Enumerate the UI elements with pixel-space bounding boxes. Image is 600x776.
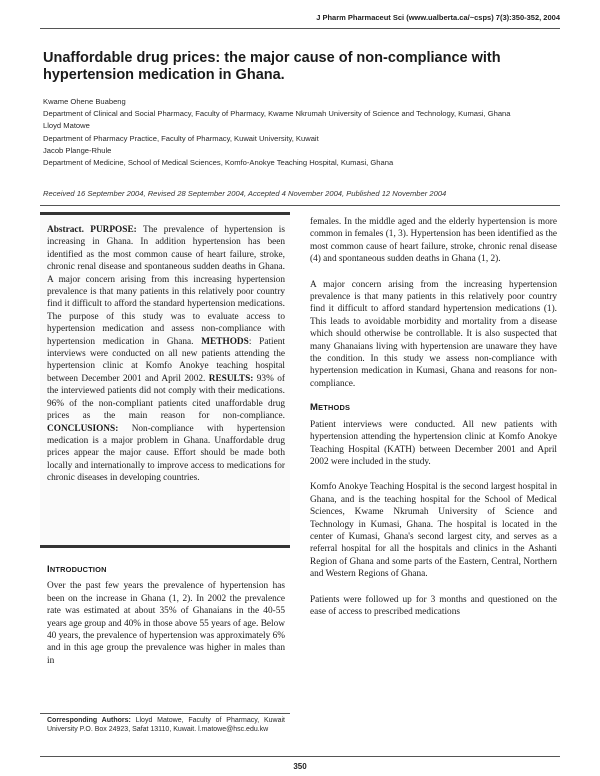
abstract xyxy=(47,224,285,485)
methods-paragraph-1: Patient interviews were conducted. All new patients with hypertension attending the hypertension clinic at Komfo Anokye Teaching Hospital (KATH) between December 2001 and April 2002 were included in the study. xyxy=(310,419,557,467)
header-divider xyxy=(40,28,560,29)
footnote-label: Corresponding Authors: xyxy=(47,717,131,724)
dates-divider xyxy=(40,205,560,206)
introduction-section xyxy=(47,564,285,667)
article-title: Unaffordable drug prices: the major cause of non-compliance with hypertension medication in Ghana. xyxy=(43,50,501,83)
introduction-paragraph-2: A major concern arising from the increasing hypertension prevalence is that many patients in this relatively poor country find it difficult to afford standard hypertension medications (1). This leads to avoidable morbidity and mortality from a disease which should otherwise be controllable. It is also suspected that many Ghanaians living with hypertension are unaware they have the condition. In this study we assess non-compliance with hypertension medication in Kumasi, Ghana and reasons for non-compliance. xyxy=(310,279,557,389)
methods-paragraph-2: Komfo Anokye Teaching Hospital is the second largest hospital in Ghana, and is the teaching hospital for the School of Medical Sciences, Kwame Nkrumah University of Science and Technology in Kumasi, Ghana. The hospital is located in the center of Kumasi, Ghana's second largest city, and serves as a referral hospital for all the hospitals and clinics in the Ashanti Region of Ghana and some parts of the Eastern, Central, Northern and Western Regions of Ghana. xyxy=(310,482,557,580)
abstract-conclusions-label: CONCLUSIONS: xyxy=(47,423,119,434)
abstract-methods-label: METHODS xyxy=(201,336,249,347)
footnote-divider xyxy=(40,713,290,714)
footer-divider xyxy=(40,756,560,757)
author-block xyxy=(43,96,555,169)
author-affiliation: Department of Pharmacy Practice, Faculty of Pharmacy, Kuwait University, Kuwait xyxy=(43,133,319,143)
abstract-conclusions: Non-compliance with hypertension medication is a major problem in Ghana. Unaffordable drug prices appear the major cause. Effort should be made both locally and internationally to improve access to medications for chronic diseases in developing countries. xyxy=(47,423,285,484)
methods-paragraph-3: Patients were followed up for 3 months and questioned on the ease of access to prescribed medications xyxy=(310,594,557,617)
methods-heading: METHODS xyxy=(310,402,351,414)
author-name: Lloyd Matowe xyxy=(43,121,90,131)
introduction-paragraph-1: Over the past few years the prevalence of hypertension has been on the increase in Ghana (1, 2). In 2002 the prevalence rate was estimated at about 35% of Ghanaians in the 40-55 years age group and 40% in those above 55 years of age. Below 40 years, the prevalence of hypertension was approximately 6% and in this age group the prevalence was higher in males than in xyxy=(47,581,285,666)
abstract-results-label: RESULTS: xyxy=(208,373,254,384)
author-name: Jacob Plange-Rhule xyxy=(43,145,112,155)
author-affiliation: Department of Clinical and Social Pharmacy, Faculty of Pharmacy, Kwame Nkrumah University of Science and Technology, Kumasi, Ghana xyxy=(43,109,511,119)
publication-dates: Received 16 September 2004, Revised 28 September 2004, Accepted 4 November 2004, Published 12 November 2004 xyxy=(43,189,447,198)
introduction-heading: INTRODUCTION xyxy=(47,564,107,575)
journal-header: J Pharm Pharmaceut Sci (www.ualberta.ca/~csps) 7(3):350-352, 2004 xyxy=(316,13,560,22)
abstract-label: Abstract. xyxy=(47,225,84,235)
abstract-paragraph xyxy=(47,224,285,485)
abstract-purpose: The prevalence of hypertension is increasing in Ghana. In addition hypertension has been identified as the most common cause of heart failure, stroke, chronic renal disease and spontaneous sudden deaths in Ghana. A major concern arising from this increasing hypertension prevalence is that many patients in this relatively poor country find it difficult to afford the standard hypertension medications. The purpose of this study was to evaluate access to hypertension medication and assess non-compliance with hypertension medication in Ghana. xyxy=(47,225,285,347)
introduction-paragraph-1-continued: females. In the middle aged and the elderly hypertension is more common in females (1, 3). Hypertension has been identified as the most common cause of heart failure, stroke, chronic renal disease (4) and spontaneous sudden deaths in Ghana (1, 2). xyxy=(310,217,557,265)
footnote-text: Lloyd Matowe, Faculty of Pharmacy, Kuwait University P.O. Box 24923, Safat 13110, Kuwait. l.matowe@hsc.edu.kw xyxy=(47,717,285,734)
abstract-methods: : Patient interviews were conducted on all new patients attending the hypertension clinic at Komfo Anokye teaching hospital between December 2001 and April 2002. xyxy=(47,336,285,384)
abstract-results: 93% of the interviewed patients did not comply with their medications. 96% of the non-compliant patients cited unaffordable drug prices as the main reason for non-compliance. xyxy=(47,373,285,422)
right-column xyxy=(310,216,557,618)
abstract-purpose-label: PURPOSE: xyxy=(90,225,137,235)
corresponding-author-footnote xyxy=(47,716,285,735)
author-name: Kwame Ohene Buabeng xyxy=(43,97,126,106)
page-number: 350 xyxy=(293,762,307,771)
author-affiliation: Department of Medicine, School of Medical Sciences, Komfo-Anokye Teaching Hospital, Kumasi, Ghana xyxy=(43,158,394,168)
